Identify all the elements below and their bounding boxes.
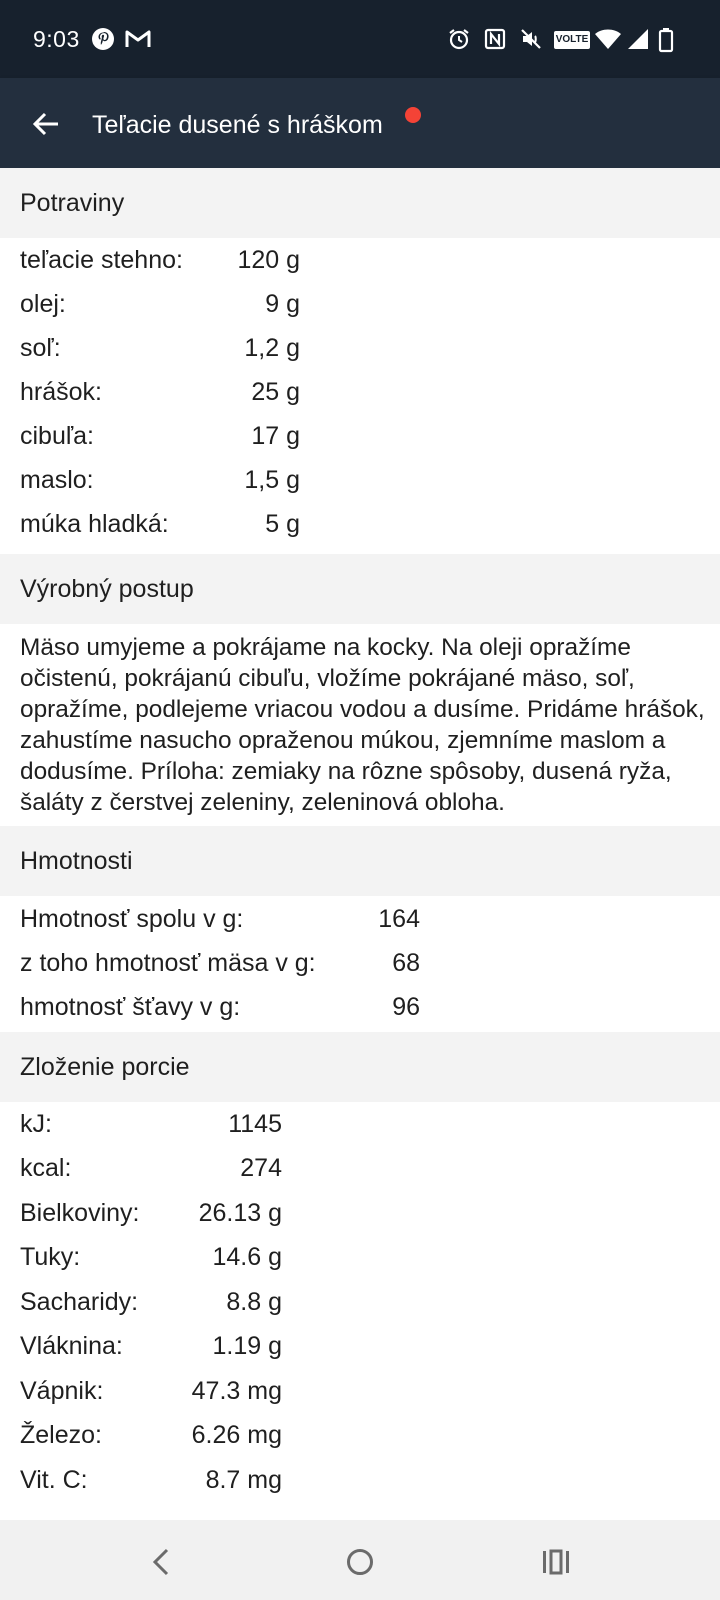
portion-label: Tuky: [20, 1243, 81, 1271]
ingredient-row [0, 326, 320, 370]
ingredient-amount: 5 g [265, 510, 300, 538]
portion-row [0, 1280, 302, 1324]
procedure-text: Mäso umyjeme a pokrájame na kocky. Na oleji opražíme očistenú, pokrájanú cibuľu, vložíme pokrájané mäso, soľ, opražíme, podlejeme vriacou vodou a dusíme. Pridáme hrášok, zahustíme nasucho opraženou múkou, zjemníme maslom a dodusíme. Príloha: zemiaky na rôzne spôsoby, dusená ryža, šaláty z čerstvej zeleniny, zeleninová obloha. [20, 634, 705, 816]
portion-row [0, 1102, 302, 1146]
portion-row [0, 1324, 302, 1368]
portion-value: 1.19 g [212, 1332, 282, 1360]
ingredient-name: maslo: [20, 466, 94, 494]
back-button[interactable] [22, 100, 70, 148]
section-header-portion [0, 1032, 720, 1102]
portion-row [0, 1369, 302, 1413]
notification-dot [405, 107, 421, 123]
portion-value: 26.13 g [198, 1199, 282, 1227]
section-header-weights [0, 826, 720, 896]
nav-recents-icon [541, 1549, 571, 1575]
section-title: Zloženie porcie [20, 1053, 190, 1081]
portion-label: Vláknina: [20, 1332, 123, 1360]
ingredient-row [0, 502, 320, 546]
ingredient-row [0, 238, 320, 282]
status-bar [0, 0, 720, 78]
weight-label: z toho hmotnosť mäsa v g: [20, 949, 316, 977]
ingredient-amount: 9 g [265, 290, 300, 318]
portion-row [0, 1235, 302, 1279]
portion-row [0, 1146, 302, 1190]
portion-value: 1145 [228, 1110, 282, 1138]
pinterest-icon [91, 27, 117, 53]
nav-recents-button[interactable] [534, 1540, 578, 1584]
portion-label: Vápnik: [20, 1377, 104, 1405]
portion-value: 6.26 mg [191, 1421, 282, 1449]
portion-value: 274 [240, 1154, 282, 1182]
portion-row [0, 1191, 302, 1235]
portion-value: 14.6 g [212, 1243, 282, 1271]
section-title: Výrobný postup [20, 575, 194, 603]
nav-home-icon [345, 1547, 375, 1577]
ingredient-name: teľacie stehno: [20, 246, 183, 274]
section-title: Potraviny [20, 189, 125, 217]
volte-icon: VOLTE [554, 31, 590, 49]
ingredient-name: cibuľa: [20, 422, 94, 450]
portion-value: 8.7 mg [205, 1466, 282, 1494]
section-header-procedure [0, 554, 720, 624]
app-bar [0, 78, 720, 170]
wifi-icon [594, 27, 620, 53]
portion-label: Sacharidy: [20, 1288, 139, 1316]
arrow-left-icon [30, 108, 62, 140]
portion-label: Železo: [20, 1421, 102, 1449]
ingredient-amount: 1,2 g [244, 334, 300, 362]
portion-value: 47.3 mg [191, 1377, 282, 1405]
ingredient-amount: 1,5 g [244, 466, 300, 494]
ingredient-name: múka hladká: [20, 510, 169, 538]
weight-row [0, 985, 440, 1029]
portion-label: Bielkoviny: [20, 1199, 140, 1227]
nav-home-button[interactable] [338, 1540, 382, 1584]
weight-row [0, 897, 440, 941]
ingredient-row [0, 370, 320, 414]
ingredient-name: olej: [20, 290, 66, 318]
portion-value: 8.8 g [226, 1288, 282, 1316]
signal-icon [626, 27, 652, 53]
ingredient-name: soľ: [20, 334, 61, 362]
nav-back-icon [149, 1547, 175, 1577]
ingredient-row [0, 414, 320, 458]
portion-label: kcal: [20, 1154, 72, 1182]
ingredient-name: hrášok: [20, 378, 102, 406]
navigation-bar [0, 1520, 720, 1600]
alarm-icon [447, 27, 473, 53]
portion-row [0, 1458, 302, 1502]
nav-back-button[interactable] [140, 1540, 184, 1584]
weight-value: 164 [378, 905, 420, 933]
ingredient-row [0, 282, 320, 326]
weight-value: 68 [392, 949, 420, 977]
nfc-icon [483, 27, 509, 53]
weight-row [0, 941, 440, 985]
section-title: Hmotnosti [20, 847, 133, 875]
gmail-icon [125, 27, 151, 53]
ingredient-row [0, 458, 320, 502]
mute-icon [519, 27, 545, 53]
ingredient-amount: 17 g [251, 422, 300, 450]
battery-icon [658, 27, 684, 53]
portion-label: kJ: [20, 1110, 52, 1138]
ingredient-amount: 25 g [251, 378, 300, 406]
portion-row [0, 1413, 302, 1457]
status-time: 9:03 [33, 26, 80, 52]
ingredient-amount: 120 g [237, 246, 300, 274]
weight-label: Hmotnosť spolu v g: [20, 905, 244, 933]
portion-label: Vit. C: [20, 1466, 88, 1494]
weight-label: hmotnosť šťavy v g: [20, 993, 241, 1021]
weight-value: 96 [392, 993, 420, 1021]
section-header-ingredients [0, 168, 720, 238]
page-title: Teľacie dusené s hráškom [92, 111, 383, 139]
